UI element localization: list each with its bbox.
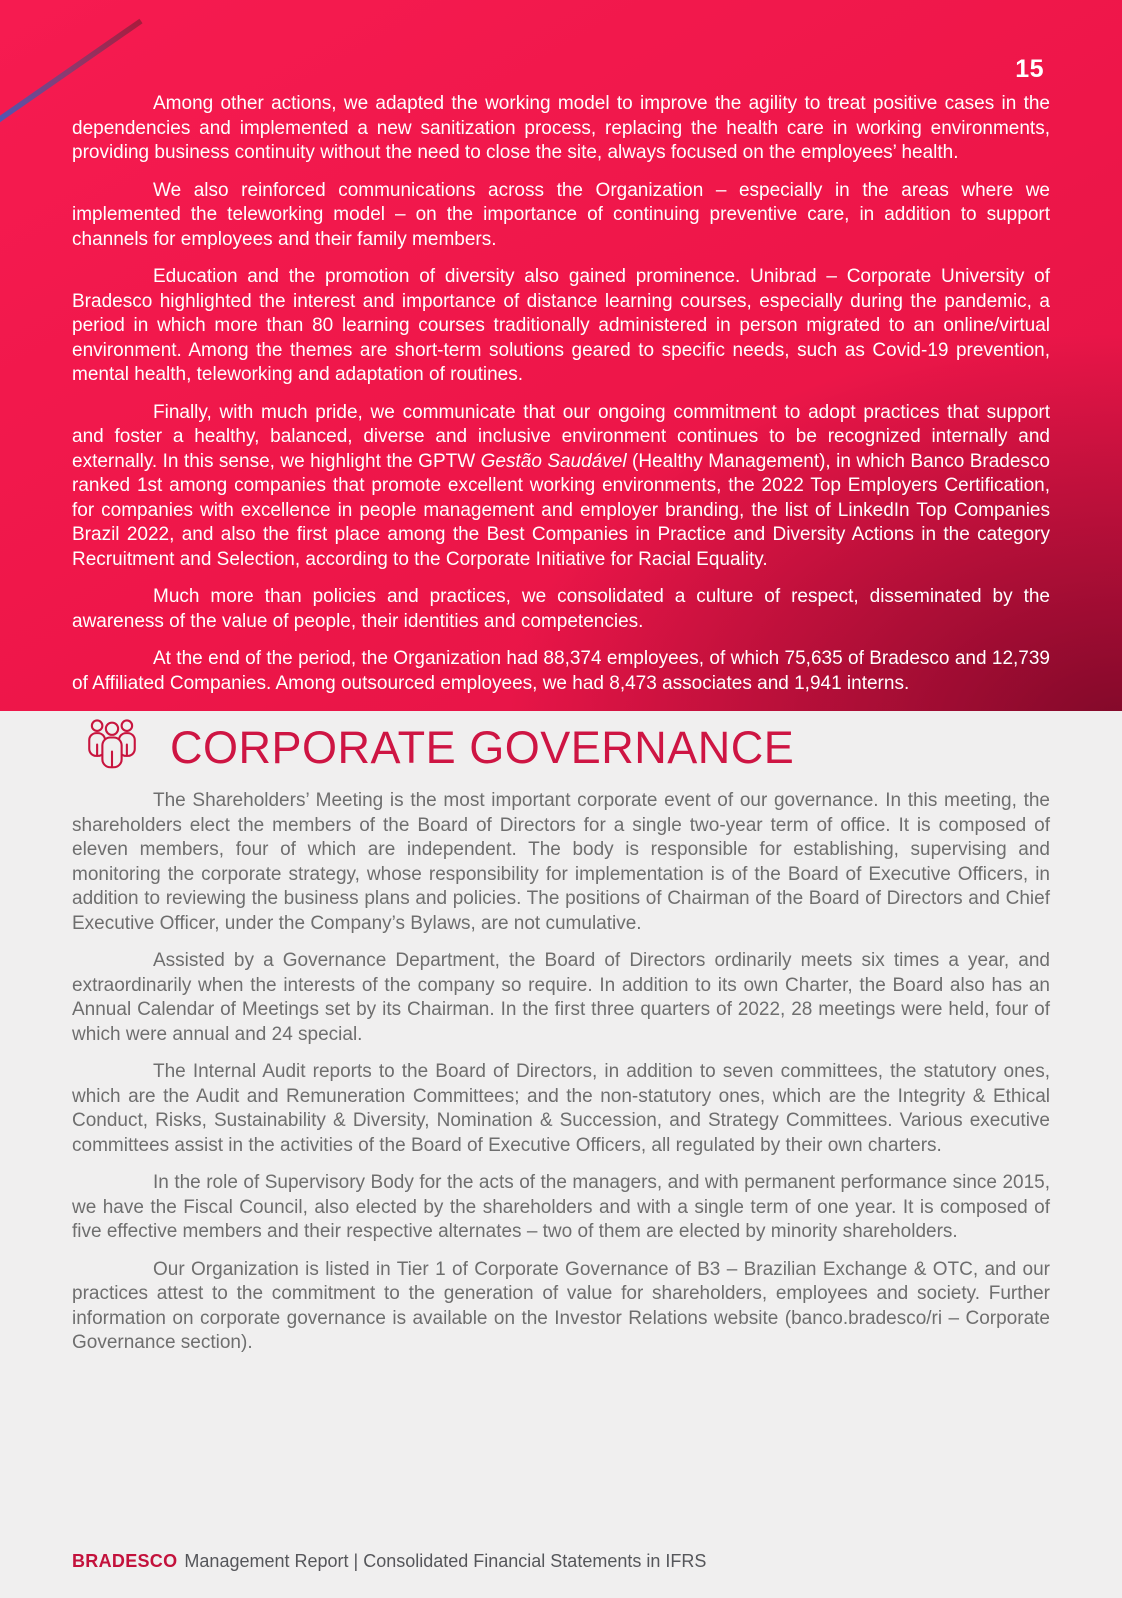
paragraph: The Internal Audit reports to the Board of Directors, in addition to seven committees, the statutory ones, which are the Audit and Remuneration Committees; and the non-statutory ones, which are the Integrity & Ethical Conduct, Risks, Sustainability & Diversity, Nomination & Succession, and Strategy Committees. Various executive committees assist in the activities of the Board of Executive Officers, all regulated by their own charters. — [72, 1061, 1050, 1156]
paragraph: We also reinforced communications across the Organization – especially in the areas where we implemented the teleworking model – on the importance of continuing preventive care, in addition to support channels for employees and their family members. — [72, 179, 1050, 250]
section-title: CORPORATE GOVERNANCE — [170, 722, 795, 773]
italic-term: Gestão Saudável — [480, 450, 627, 472]
paragraph: Much more than policies and practices, we consolidated a culture of respect, disseminated by the awareness of the value of people, their identities and competencies. — [72, 586, 1050, 632]
paragraph: The Shareholders’ Meeting is the most important corporate event of our governance. In this meeting, the shareholders elect the members of the Board of Directors for a single two-year term of office. It is composed of eleven members, four of which are independent. The body is responsible for establishing, supervising and monitoring the corporate strategy, whose responsibility for implementation is of the Board of Executive Officers, in addition to reviewing the business plans and policies. The positions of Chairman of the Board of Directors and Chief Executive Officer, under the Company’s Bylaws, are not cumulative. — [72, 790, 1050, 934]
people-group-icon — [84, 716, 140, 780]
paragraph: At the end of the period, the Organization had 88,374 employees, of which 75,635 of Bradesco and 12,739 of Affiliated Companies. Among outsourced employees, we had 8,473 associates and 1,941 interns. — [72, 648, 1050, 694]
hero-text-block — [0, 0, 1122, 696]
corporate-governance-section — [0, 711, 1122, 1356]
page-number: 15 — [1015, 55, 1044, 83]
brand-name: BRADESCO — [72, 1551, 178, 1571]
hero-section — [0, 0, 1122, 711]
paragraph: Among other actions, we adapted the working model to improve the agility to treat positive cases in the dependencies and implemented a new sanitization process, replacing the health care in working environments, providing business continuity without the need to close the site, always focused on the employees’ health. — [72, 93, 1050, 163]
page-footer — [72, 1551, 706, 1572]
paragraph: In the role of Supervisory Body for the acts of the managers, and with permanent performance since 2015, we have the Fiscal Council, also elected by the shareholders and with a single term of one year. It is composed of five effective members and their respective alternates – two of them are elected by minority shareholders. — [72, 1172, 1050, 1242]
footer-text: Management Report | Consolidated Financial Statements in IFRS — [184, 1551, 707, 1571]
paragraph-segment: Finally, with much pride, we communicate that our ongoing commitment to adopt practices that support and foster a healthy, balanced, diverse and inclusive environment continues to be recognized internally and externally. In this sense, we highlight the GPTW — [72, 401, 1050, 472]
paragraph — [72, 401, 1050, 573]
section-header — [84, 711, 1050, 780]
paragraph: Our Organization is listed in Tier 1 of Corporate Governance of B3 – Brazilian Exchange & OTC, and our practices attest to the commitment to the generation of value for shareholders, employees and society. Further information on corporate governance is available on the Investor Relations website (banco.bradesco/ri – Corporate Governance section). — [72, 1258, 1050, 1353]
paragraph: Assisted by a Governance Department, the Board of Directors ordinarily meets six times a year, and extraordinarily when the interests of the company so require. In addition to its own Charter, the Board also has an Annual Calendar of Meetings set by its Chairman. In the first three quarters of 2022, 28 meetings were held, four of which were annual and 24 special. — [72, 950, 1050, 1045]
paragraph: Education and the promotion of diversity also gained prominence. Unibrad – Corporate University of Bradesco highlighted the interest and importance of distance learning courses, especially during the pandemic, a period in which more than 80 learning courses traditionally administered in person migrated to an online/virtual environment. Among the themes are short-term solutions geared to specific needs, such as Covid-19 prevention, mental health, teleworking and adaptation of routines. — [72, 266, 1050, 385]
decorative-diagonal-line — [0, 0, 150, 128]
paragraph-segment: (Healthy Management), in which Banco Bradesco ranked 1st among companies that promote excellent working environments, the 2022 Top Employers Certification, for companies with excellence in people management and employer branding, the list of LinkedIn Top Companies Brazil 2022, and also the first place among the Best Companies in Practice and Diversity Actions in the category Recruitment and Selection, according to the Corporate Initiative for Racial Equality. — [72, 450, 1051, 570]
